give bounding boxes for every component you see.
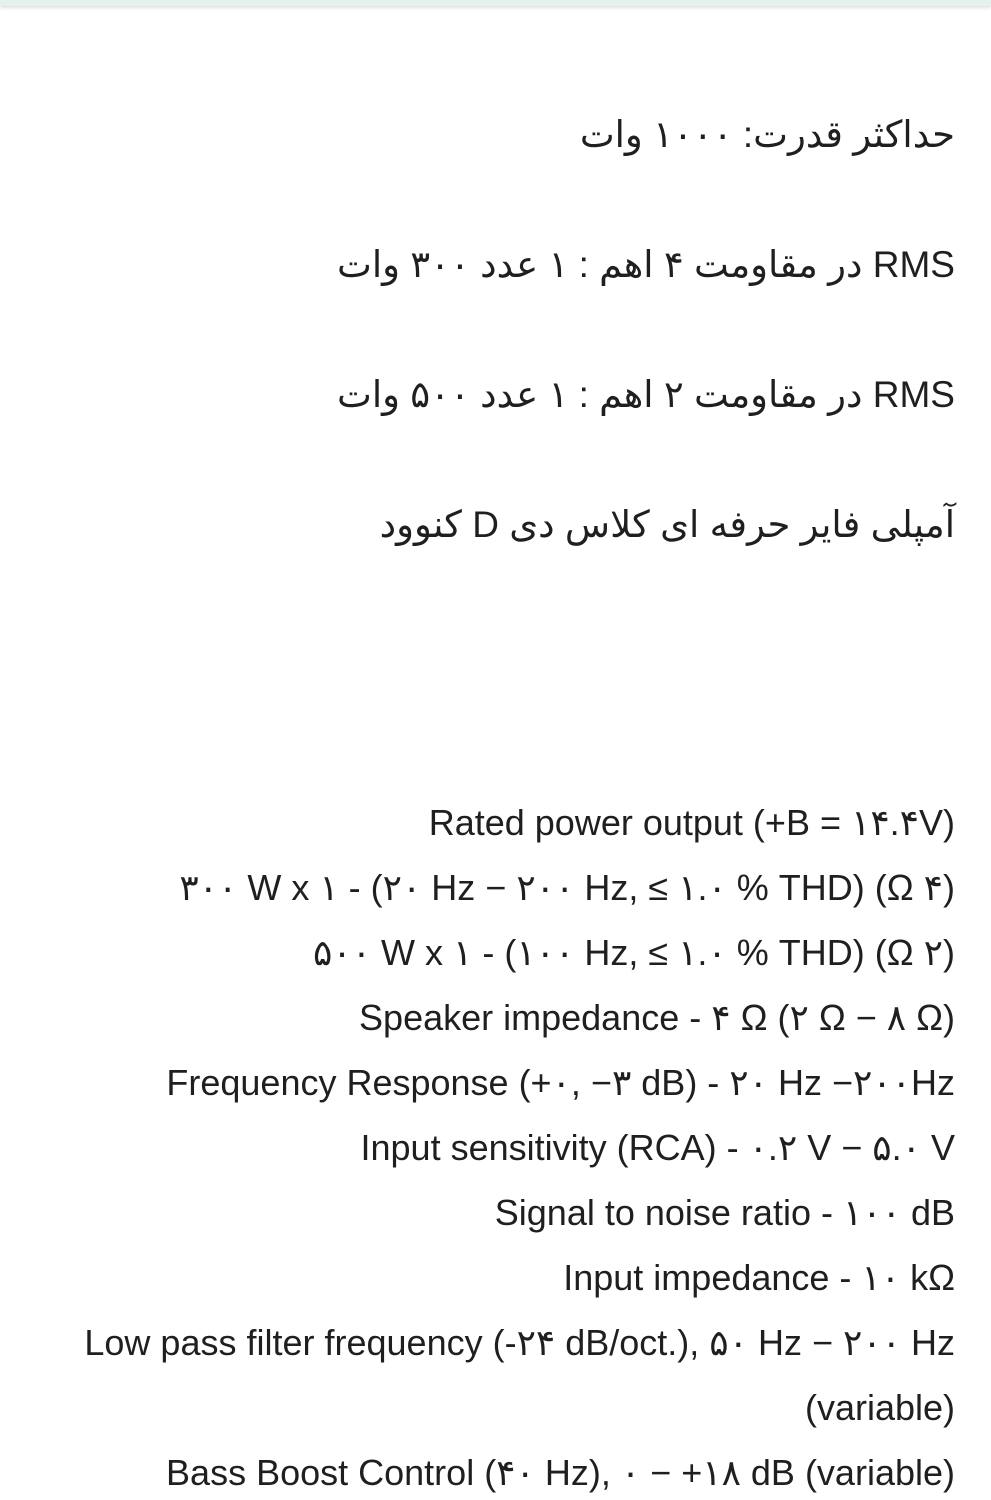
max-power-line: حداکثر قدرت: ۱۰۰۰ وات (579, 114, 955, 155)
spec-signal-noise-ratio: Signal to noise ratio - ۱۰۰ dB (494, 1192, 955, 1233)
rms-2ohm-line: RMS در مقاومت ۲ اهم : ۱ عدد ۵۰۰ وات (337, 374, 955, 415)
spec-power-2ohm: ۵۰۰ W x ۱ - (۱۰۰ Hz, ≤ ۱.۰ % THD) (Ω ۲) (313, 932, 955, 973)
spec-low-pass-filter-variable: (variable) (804, 1387, 955, 1428)
spec-input-sensitivity: Input sensitivity (RCA) - ۰.۲ V − ۵.۰ V (360, 1127, 955, 1168)
spec-frequency-response: Frequency Response (+۰, −۳ dB) - ۲۰ Hz −۲۰۰Hz (166, 1062, 955, 1103)
spec-power-4ohm: ۳۰۰ W x ۱ - (۲۰ Hz − ۲۰۰ Hz, ≤ ۱.۰ % THD) (Ω ۴) (179, 867, 955, 908)
persian-description-section (30, 70, 955, 590)
english-spec-section (20, 790, 955, 1500)
spec-low-pass-filter: Low pass filter frequency (-۲۴ dB/oct.), ۵۰ Hz − ۲۰۰ Hz (84, 1322, 955, 1363)
amplifier-title-line: آمپلی فایر حرفه ای کلاس دی D کنوود (379, 504, 955, 545)
spec-bass-boost-control: Bass Boost Control (۴۰ Hz), ۰ − +۱۸ dB (variable) (166, 1452, 955, 1493)
top-accent-bar (0, 0, 991, 6)
spec-speaker-impedance: Speaker impedance - ۴ Ω (۲ Ω − ۸ Ω) (359, 997, 955, 1038)
rms-4ohm-line: RMS در مقاومت ۴ اهم : ۱ عدد ۳۰۰ وات (337, 244, 955, 285)
spec-rated-power-output: Rated power output (+B = ۱۴.۴V) (428, 802, 955, 843)
spec-input-impedance: Input impedance - ۱۰ kΩ (563, 1257, 955, 1298)
